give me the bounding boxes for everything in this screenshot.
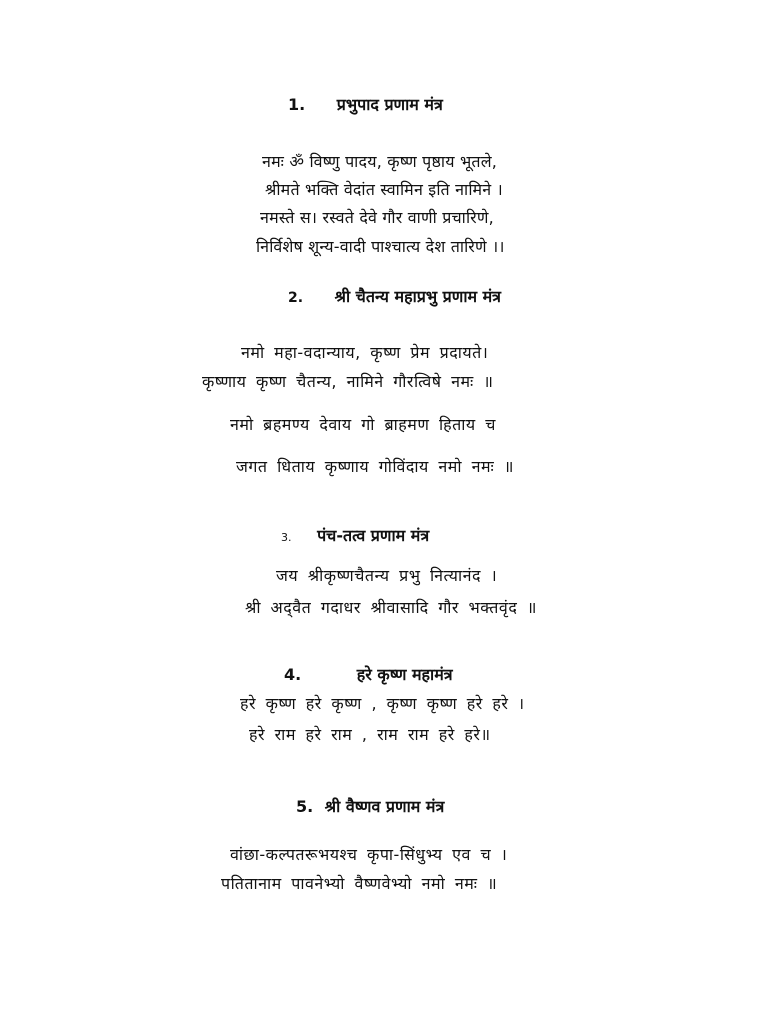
verse-line: नमस्ते स। रस्वते देवे गौर वाणी प्रचारिणे,	[260, 208, 494, 227]
verse-line: कृष्णाय कृष्ण चैतन्य, नामिने गौरत्विषे नमः ॥	[202, 372, 494, 391]
verse-line: हरे कृष्ण हरे कृष्ण , कृष्ण कृष्ण हरे हरे ।	[240, 694, 525, 713]
section-heading-3	[281, 524, 429, 546]
verse-line: नमो महा-वदान्याय, कृष्ण प्रेम प्रदायते।	[241, 343, 489, 362]
verse-line: जय श्रीकृष्णचैतन्य प्रभु नित्यानंद ।	[276, 566, 498, 585]
verse-line: नमः ॐ विष्णु पादय, कृष्ण पृष्ठाय भूतले,	[262, 152, 498, 171]
verse-line: वांछा-कल्पतरूभयश्च कृपा-सिंधुभ्य एव च ।	[230, 845, 508, 864]
section-number-4: 4.	[284, 665, 302, 684]
section-title-1: प्रभुपाद प्रणाम मंत्र	[336, 95, 443, 114]
section-number-1: 1.	[288, 95, 306, 114]
section-heading-1	[288, 93, 443, 115]
section-number-3: 3.	[281, 531, 292, 544]
verse-line: श्रीमते भक्ति वेदांत स्वामिन इति नामिने ।	[265, 180, 503, 199]
section-number-2: 2.	[288, 290, 304, 306]
verse-line: नमो ब्रहमण्य देवाय गो ब्राहमण हिताय च	[230, 415, 496, 434]
verse-line: हरे राम हरे राम , राम राम हरे हरे॥	[249, 725, 491, 744]
section-heading-2	[288, 285, 501, 307]
verse-line: जगत धिताय कृष्णाय गोविंदाय नमो नमः ॥	[236, 457, 514, 476]
verse-line: श्री अद्‌वैत गदाधर श्रीवासादि गौर भक्तवृंद ॥	[245, 598, 537, 617]
section-heading-5	[296, 795, 444, 817]
section-title-4: हरे कृष्ण महामंत्र	[356, 665, 453, 684]
section-title-5: श्री वैष्णव प्रणाम मंत्र	[324, 797, 445, 816]
verse-line: निर्विशेष शून्य-वादी पाश्चात्य देश तारिणे ।।	[256, 237, 505, 256]
section-number-5: 5.	[296, 797, 314, 816]
section-heading-4	[284, 663, 453, 685]
verse-line: पतितानाम पावनेभ्यो वैष्णवेभ्यो नमो नमः ॥	[221, 874, 498, 893]
section-title-3: पंच-तत्व प्रणाम मंत्र	[317, 526, 430, 545]
section-title-2: श्री चैतन्य महाप्रभु प्रणाम मंत्र	[334, 287, 502, 306]
